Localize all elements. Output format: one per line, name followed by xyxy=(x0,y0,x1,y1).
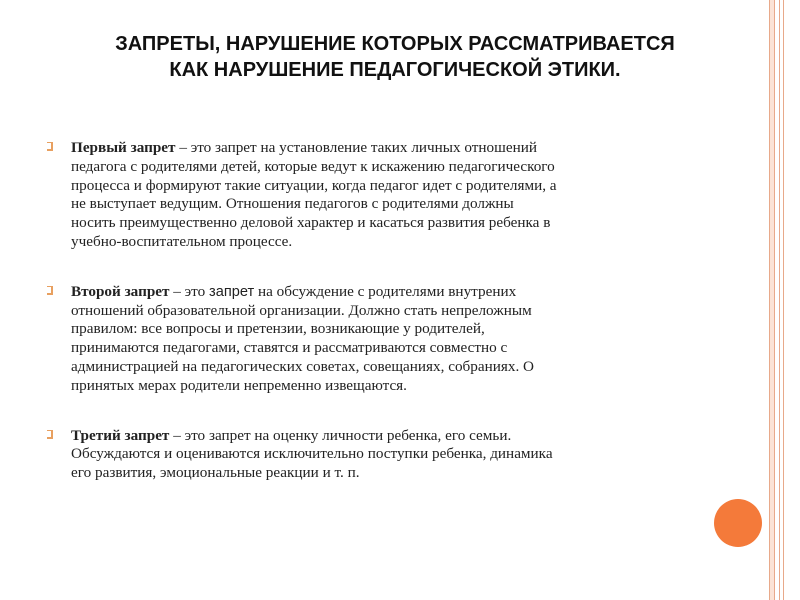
paragraph-line: процесса и формируют такие ситуации, когда педагог идет с родителями, а xyxy=(71,176,557,194)
paragraph-line xyxy=(71,139,697,158)
paragraph-lead: Второй запрет xyxy=(71,282,170,300)
paragraph-line xyxy=(71,427,697,446)
paragraph-line: принятых мерах родители непременно извещаются. xyxy=(71,376,407,394)
title-line-1: ЗАПРЕТЫ, НАРУШЕНИЕ КОТОРЫХ РАССМАТРИВАЕТСЯ xyxy=(115,33,675,55)
paragraph-line: учебно-воспитательном процессе. xyxy=(71,232,293,250)
content-body xyxy=(47,139,697,483)
frame-line xyxy=(769,0,770,600)
bullet-icon xyxy=(47,430,53,439)
paragraph-line: отношений образовательной организации. Должно стать непреложным xyxy=(71,301,532,319)
paragraph-text: – это xyxy=(169,282,210,300)
paragraph-line: правилом: все вопросы и претензии, возникающие у родителей, xyxy=(71,320,485,338)
paragraph-line: педагога с родителями детей, которые ведут к искажению педагогического xyxy=(71,157,555,175)
paragraph-text: на обсуждение с родителями внутрених xyxy=(254,282,517,300)
paragraph-first-ban xyxy=(47,139,697,252)
paragraph-lead: Третий запрет xyxy=(71,426,170,444)
paragraph-line: Обсуждаются и оцениваются исключительно поступки ребенка, динамика xyxy=(71,445,553,463)
frame-line xyxy=(774,0,775,600)
bullet-icon xyxy=(47,286,53,295)
paragraph-third-ban xyxy=(47,427,697,483)
paragraph-text: – это запрет на оценку личности ребенка, его семьи. xyxy=(169,426,512,444)
frame-line xyxy=(779,0,780,600)
paragraph-line: администрацией на педагогических советах, совещаниях, собраниях. О xyxy=(71,357,535,375)
frame-line xyxy=(783,0,784,600)
paragraph-line: носить преимущественно деловой характер и касаться развития ребенка в xyxy=(71,214,551,232)
paragraph-line: не выступает ведущим. Отношения педагогов с родителями должны xyxy=(71,195,514,213)
paragraph-lead: Первый запрет xyxy=(71,139,176,156)
slide-title xyxy=(40,31,750,83)
bullet-icon xyxy=(47,142,53,151)
paragraph-text-sans: запрет xyxy=(209,283,255,300)
paragraph-line xyxy=(71,283,697,302)
paragraph-second-ban xyxy=(47,283,697,396)
paragraph-text: – это запрет на установление таких личных отношений xyxy=(175,139,537,156)
decorative-circle xyxy=(714,499,762,547)
paragraph-line: его развития, эмоциональные реакции и т. п. xyxy=(71,464,360,482)
title-line-2: КАК НАРУШЕНИЕ ПЕДАГОГИЧЕСКОЙ ЭТИКИ. xyxy=(169,59,621,81)
paragraph-line: принимаются педагогами, ставятся и рассматриваются совместно с xyxy=(71,339,508,357)
